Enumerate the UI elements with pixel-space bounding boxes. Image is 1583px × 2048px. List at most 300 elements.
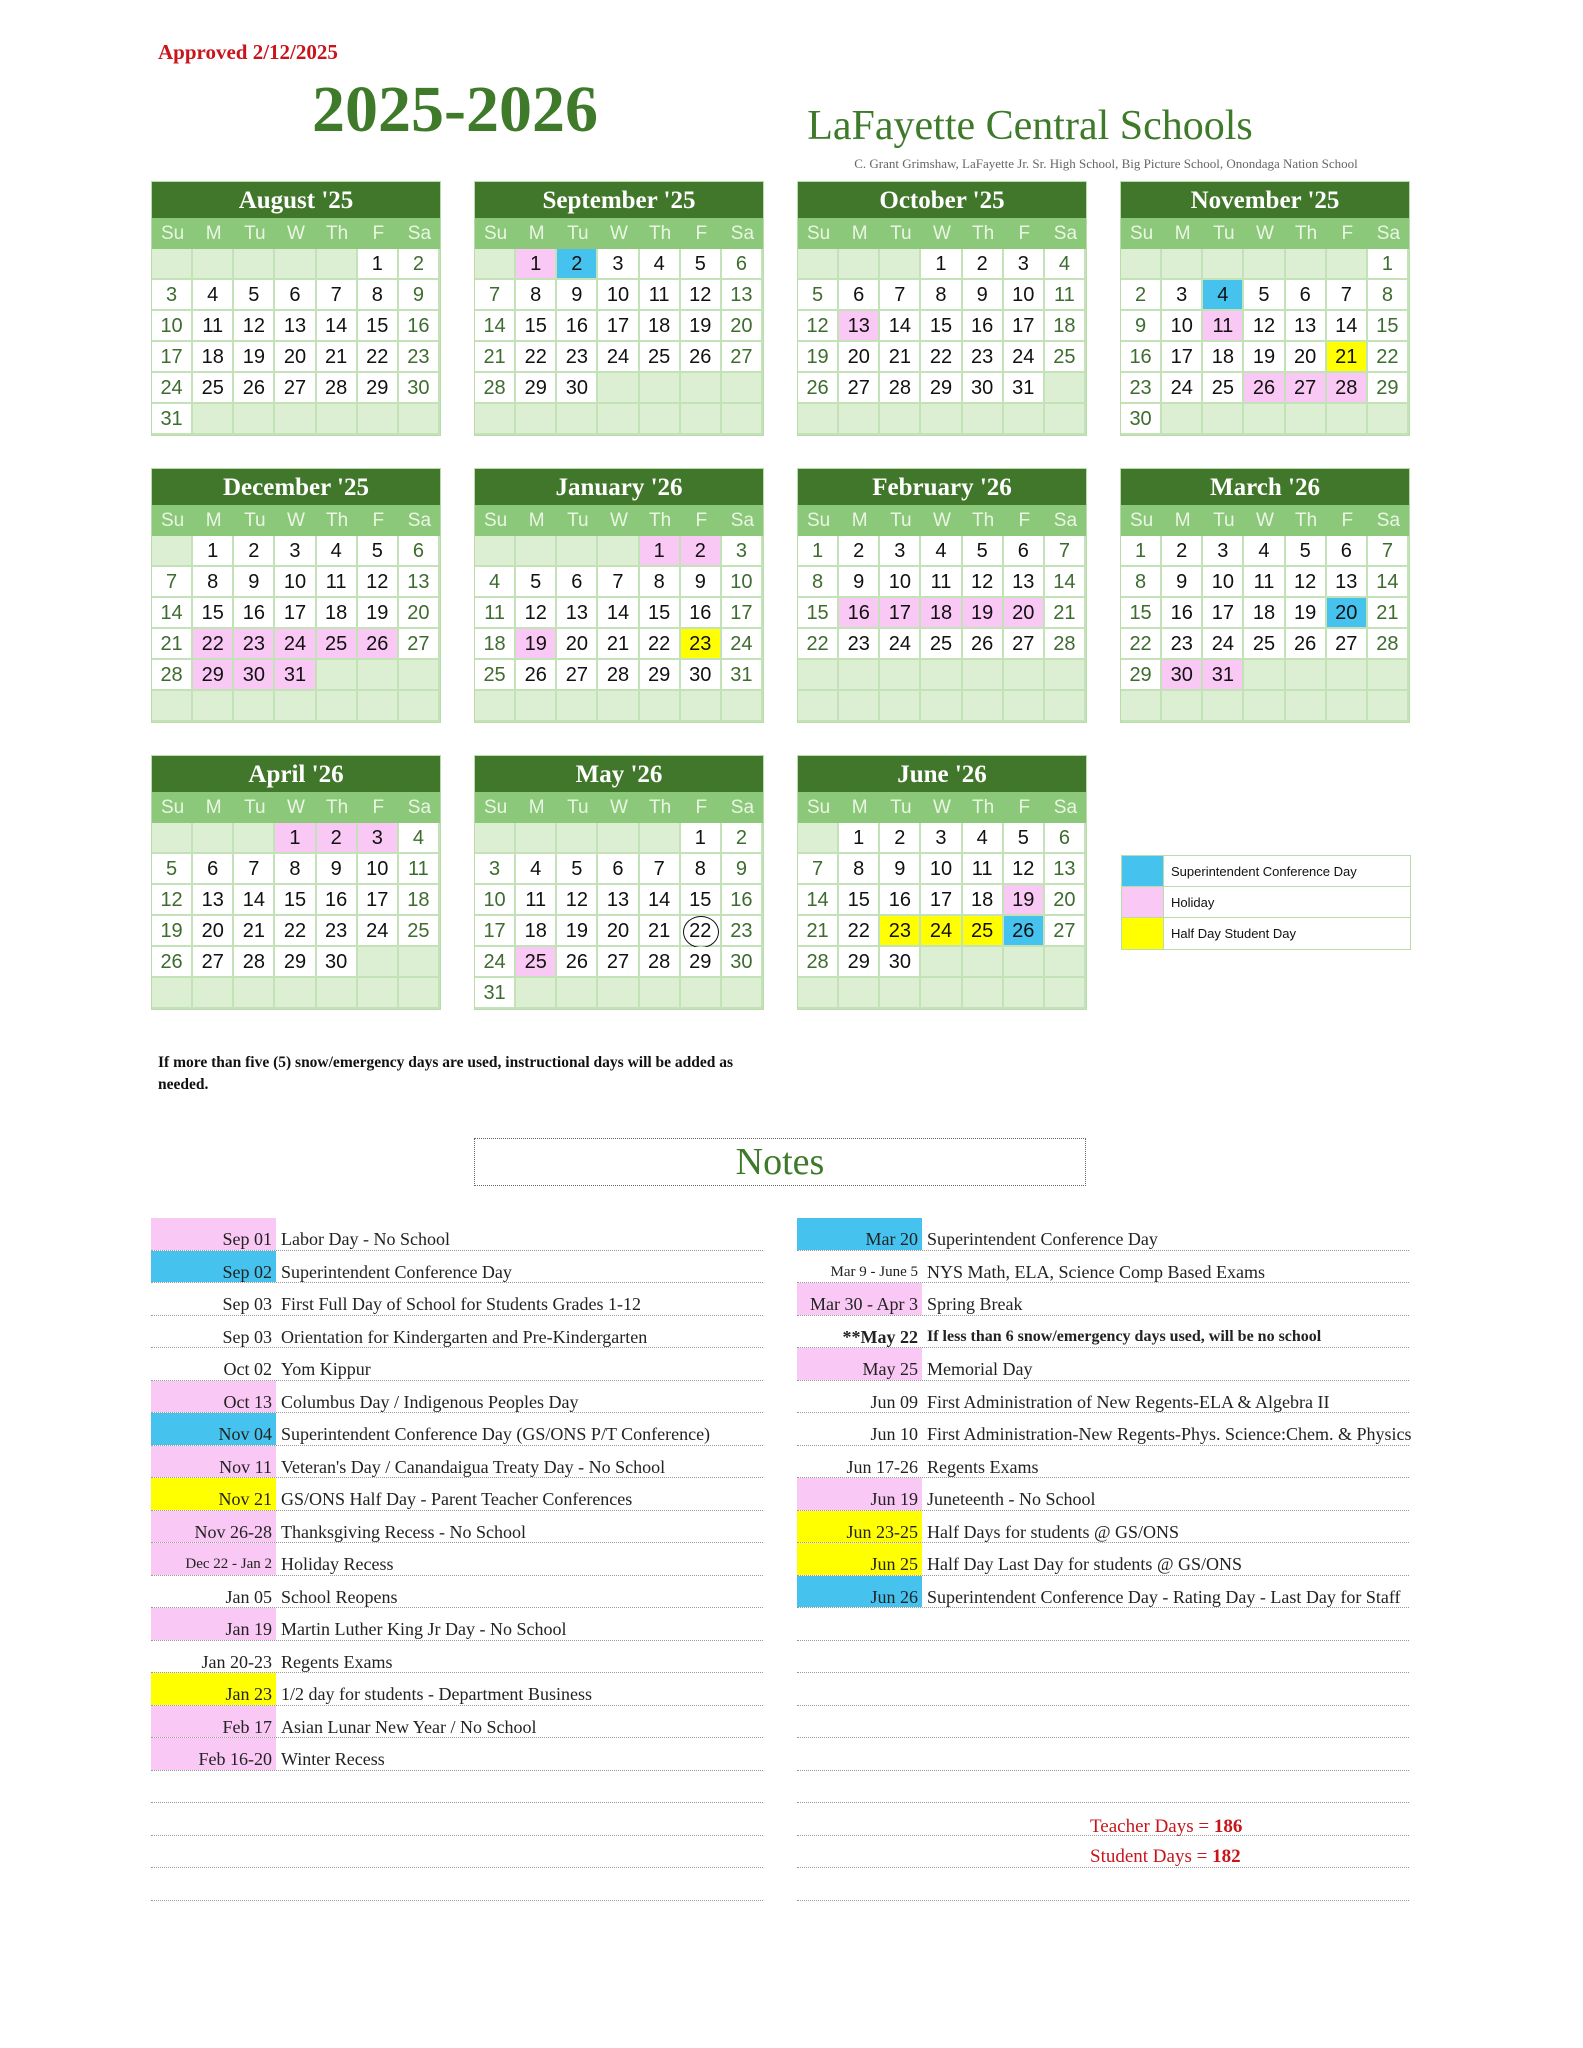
calendar-day: 12 bbox=[557, 885, 598, 916]
calendar-day: 23 bbox=[681, 629, 722, 660]
calendar-day: 9 bbox=[317, 854, 358, 885]
calendar-day: 5 bbox=[1244, 280, 1285, 311]
calendar-day: 18 bbox=[1203, 342, 1244, 373]
calendar-day: 24 bbox=[358, 916, 399, 947]
calendar-day: 19 bbox=[152, 916, 193, 947]
weekday-header bbox=[798, 792, 1086, 823]
weekday-label: Sa bbox=[1376, 223, 1401, 244]
weekday-label: Tu bbox=[244, 797, 266, 818]
month-title: January '26 bbox=[475, 469, 763, 505]
weekday-label: Th bbox=[326, 223, 349, 244]
empty-day-cell bbox=[317, 249, 358, 280]
day-grid bbox=[475, 536, 763, 722]
calendar-day: 11 bbox=[640, 280, 681, 311]
note-description: 1/2 day for students - Department Business bbox=[281, 1684, 592, 1704]
empty-day-cell bbox=[475, 691, 516, 722]
calendar-day: 21 bbox=[152, 629, 193, 660]
weekday-label: W bbox=[1256, 223, 1274, 244]
calendar-day: 25 bbox=[921, 629, 962, 660]
month-title: August '25 bbox=[152, 182, 440, 218]
calendar-day: 26 bbox=[963, 629, 1004, 660]
empty-day-cell bbox=[193, 404, 234, 435]
calendar-day: 17 bbox=[1004, 311, 1045, 342]
note-description: First Administration of New Regents-ELA & Algebra II bbox=[927, 1391, 1330, 1412]
weekday-label: Tu bbox=[890, 223, 912, 244]
empty-day-cell bbox=[516, 404, 557, 435]
empty-day-cell bbox=[1045, 978, 1086, 1009]
calendar-day: 22 bbox=[921, 342, 962, 373]
empty-day-cell bbox=[1045, 947, 1086, 978]
note-row bbox=[797, 1478, 1409, 1511]
calendar-day: 12 bbox=[798, 311, 839, 342]
empty-day-cell bbox=[880, 691, 921, 722]
calendar-day: 1 bbox=[798, 536, 839, 567]
teacher-days-label: Teacher Days = bbox=[1090, 1816, 1214, 1837]
calendar-day: 21 bbox=[640, 916, 681, 947]
calendar-day: 11 bbox=[317, 567, 358, 598]
note-date: Jan 05 bbox=[225, 1586, 272, 1607]
weekday-label: Su bbox=[160, 797, 185, 818]
calendar-day: 6 bbox=[1327, 536, 1368, 567]
calendar-day: 30 bbox=[1121, 404, 1162, 435]
calendar-day: 11 bbox=[1244, 567, 1285, 598]
empty-note-row bbox=[797, 1608, 1409, 1641]
calendar-day: 29 bbox=[275, 947, 316, 978]
day-grid bbox=[798, 536, 1086, 722]
note-row bbox=[151, 1608, 763, 1641]
note-date: Mar 20 bbox=[797, 1218, 922, 1250]
day-grid bbox=[152, 536, 440, 722]
note-description: Superintendent Conference Day bbox=[927, 1229, 1158, 1249]
calendar-day: 15 bbox=[798, 598, 839, 629]
calendar-day: 24 bbox=[1004, 342, 1045, 373]
calendar-day: 21 bbox=[798, 916, 839, 947]
empty-day-cell bbox=[557, 536, 598, 567]
calendar-day: 5 bbox=[234, 280, 275, 311]
weekday-label: W bbox=[933, 223, 951, 244]
empty-day-cell bbox=[681, 373, 722, 404]
empty-day-cell bbox=[1286, 660, 1327, 691]
calendar-day: 6 bbox=[1045, 823, 1086, 854]
calendar-day: 27 bbox=[275, 373, 316, 404]
weekday-label: Sa bbox=[1376, 510, 1401, 531]
weekday-label: Su bbox=[1129, 510, 1154, 531]
calendar-day: 24 bbox=[1203, 629, 1244, 660]
empty-day-cell bbox=[475, 536, 516, 567]
note-date: Jun 26 bbox=[797, 1576, 922, 1608]
empty-day-cell bbox=[598, 978, 639, 1009]
empty-note-row bbox=[151, 1868, 763, 1901]
calendar-day: 4 bbox=[399, 823, 440, 854]
calendar-day: 11 bbox=[921, 567, 962, 598]
empty-day-cell bbox=[1162, 691, 1203, 722]
calendar-day: 21 bbox=[598, 629, 639, 660]
calendar-day: 4 bbox=[640, 249, 681, 280]
calendar-day: 30 bbox=[681, 660, 722, 691]
weekday-label: Sa bbox=[407, 510, 432, 531]
calendar-day: 29 bbox=[1121, 660, 1162, 691]
note-row bbox=[151, 1673, 763, 1706]
calendar-day: 14 bbox=[1327, 311, 1368, 342]
weekday-label: Tu bbox=[567, 797, 589, 818]
calendar-day: 19 bbox=[557, 916, 598, 947]
calendar-day: 2 bbox=[681, 536, 722, 567]
empty-day-cell bbox=[722, 373, 763, 404]
calendar-day: 13 bbox=[193, 885, 234, 916]
calendar-day: 14 bbox=[234, 885, 275, 916]
weekday-label: Tu bbox=[890, 797, 912, 818]
empty-day-cell bbox=[152, 978, 193, 1009]
calendar-day: 13 bbox=[399, 567, 440, 598]
weekday-label: W bbox=[933, 510, 951, 531]
calendar-day: 24 bbox=[275, 629, 316, 660]
weekday-label: Su bbox=[483, 223, 508, 244]
school-list-subtitle: C. Grant Grimshaw, LaFayette Jr. Sr. High School, Big Picture School, Onondaga Nation School bbox=[854, 156, 1358, 171]
weekday-label: Sa bbox=[730, 223, 755, 244]
calendar-day: 14 bbox=[1368, 567, 1409, 598]
empty-day-cell bbox=[1045, 691, 1086, 722]
empty-day-cell bbox=[880, 249, 921, 280]
note-description: Labor Day - No School bbox=[281, 1229, 450, 1249]
calendar-day: 26 bbox=[1244, 373, 1285, 404]
calendar-day: 20 bbox=[1045, 885, 1086, 916]
weekday-header bbox=[475, 792, 763, 823]
empty-day-cell bbox=[839, 660, 880, 691]
calendar-day: 19 bbox=[1286, 598, 1327, 629]
empty-day-cell bbox=[234, 404, 275, 435]
calendar-day: 8 bbox=[275, 854, 316, 885]
weekday-header bbox=[798, 505, 1086, 536]
holiday-color-swatch bbox=[1122, 887, 1163, 917]
calendar-day: 6 bbox=[557, 567, 598, 598]
weekday-label: W bbox=[287, 510, 305, 531]
weekday-label: Th bbox=[972, 223, 995, 244]
calendar-day: 1 bbox=[516, 249, 557, 280]
empty-day-cell bbox=[234, 823, 275, 854]
empty-day-cell bbox=[317, 691, 358, 722]
empty-day-cell bbox=[193, 823, 234, 854]
empty-day-cell bbox=[1203, 404, 1244, 435]
empty-day-cell bbox=[839, 978, 880, 1009]
calendar-day: 11 bbox=[475, 598, 516, 629]
empty-day-cell bbox=[1368, 404, 1409, 435]
calendar-day: 23 bbox=[963, 342, 1004, 373]
calendar-day: 7 bbox=[475, 280, 516, 311]
calendar-day: 8 bbox=[839, 854, 880, 885]
calendar-day: 24 bbox=[722, 629, 763, 660]
empty-day-cell bbox=[1121, 691, 1162, 722]
calendar-day: 20 bbox=[1004, 598, 1045, 629]
snow-day-footnote: If more than five (5) snow/emergency days are used, instructional days will be added as needed. bbox=[158, 1054, 734, 1093]
empty-day-cell bbox=[399, 978, 440, 1009]
empty-day-cell bbox=[640, 691, 681, 722]
calendar-day: 17 bbox=[1203, 598, 1244, 629]
calendar-day: 26 bbox=[1004, 916, 1045, 947]
empty-day-cell bbox=[317, 978, 358, 1009]
empty-day-cell bbox=[839, 249, 880, 280]
calendar-day: 19 bbox=[234, 342, 275, 373]
calendar-day: 9 bbox=[234, 567, 275, 598]
calendar-day: 16 bbox=[234, 598, 275, 629]
calendar-day: 17 bbox=[1162, 342, 1203, 373]
weekday-label: Th bbox=[972, 510, 995, 531]
empty-day-cell bbox=[921, 691, 962, 722]
notes-title: Notes bbox=[735, 1141, 825, 1183]
calendar-day: 23 bbox=[234, 629, 275, 660]
calendar-day: 30 bbox=[317, 947, 358, 978]
calendar-day: 16 bbox=[399, 311, 440, 342]
teacher-days-total bbox=[1090, 1816, 1330, 1838]
calendar-day: 23 bbox=[399, 342, 440, 373]
calendar-day: 11 bbox=[1045, 280, 1086, 311]
calendar-day: 9 bbox=[880, 854, 921, 885]
day-grid bbox=[1121, 536, 1409, 722]
calendar-day: 18 bbox=[193, 342, 234, 373]
weekday-header bbox=[152, 792, 440, 823]
calendar-day: 21 bbox=[1368, 598, 1409, 629]
empty-day-cell bbox=[1327, 660, 1368, 691]
note-date: Jun 25 bbox=[797, 1543, 922, 1575]
calendar-day: 27 bbox=[1286, 373, 1327, 404]
empty-day-cell bbox=[275, 691, 316, 722]
calendar-day: 20 bbox=[275, 342, 316, 373]
calendar-day: 8 bbox=[516, 280, 557, 311]
weekday-header bbox=[152, 218, 440, 249]
weekday-label: Tu bbox=[244, 510, 266, 531]
calendar-day: 7 bbox=[798, 854, 839, 885]
empty-day-cell bbox=[358, 947, 399, 978]
weekday-label: F bbox=[1018, 510, 1031, 531]
weekday-label: M bbox=[528, 797, 545, 818]
empty-day-cell bbox=[317, 660, 358, 691]
calendar-day: 25 bbox=[1045, 342, 1086, 373]
weekday-header bbox=[1121, 505, 1409, 536]
calendar-day: 17 bbox=[722, 598, 763, 629]
calendar-day: 8 bbox=[193, 567, 234, 598]
empty-day-cell bbox=[640, 373, 681, 404]
calendar-day: 18 bbox=[475, 629, 516, 660]
note-date: Jun 19 bbox=[797, 1478, 922, 1510]
calendar-day: 15 bbox=[1368, 311, 1409, 342]
calendar-day: 6 bbox=[598, 854, 639, 885]
calendar-day: 23 bbox=[722, 916, 763, 947]
empty-day-cell bbox=[557, 691, 598, 722]
note-description: If less than 6 snow/emergency days used, will be no school bbox=[927, 1327, 1322, 1345]
weekday-label: Su bbox=[806, 223, 831, 244]
weekday-label: M bbox=[205, 510, 222, 531]
empty-note-row bbox=[151, 1803, 763, 1836]
calendar-day: 22 bbox=[798, 629, 839, 660]
calendar-day: 16 bbox=[1162, 598, 1203, 629]
note-row bbox=[151, 1218, 763, 1251]
calendar-day: 24 bbox=[1162, 373, 1203, 404]
month-title: May '26 bbox=[475, 756, 763, 792]
calendar-day: 14 bbox=[640, 885, 681, 916]
calendar-day: 14 bbox=[798, 885, 839, 916]
weekday-label: F bbox=[372, 797, 385, 818]
calendar-day: 3 bbox=[722, 536, 763, 567]
weekday-label: Tu bbox=[567, 223, 589, 244]
empty-note-row bbox=[797, 1771, 1409, 1804]
calendar-day: 24 bbox=[598, 342, 639, 373]
weekday-label: Th bbox=[649, 797, 672, 818]
empty-day-cell bbox=[1004, 947, 1045, 978]
calendar-day: 1 bbox=[1121, 536, 1162, 567]
note-description: Memorial Day bbox=[927, 1359, 1033, 1379]
calendar-day: 20 bbox=[399, 598, 440, 629]
note-date: Jan 20-23 bbox=[201, 1651, 272, 1672]
calendar-day: 1 bbox=[358, 249, 399, 280]
weekday-label: W bbox=[610, 797, 628, 818]
empty-day-cell bbox=[1203, 249, 1244, 280]
calendar-day: 1 bbox=[1368, 249, 1409, 280]
calendar-day: 3 bbox=[880, 536, 921, 567]
calendar-day: 16 bbox=[1121, 342, 1162, 373]
calendar-day: 21 bbox=[1045, 598, 1086, 629]
note-row bbox=[151, 1641, 763, 1674]
calendar-day: 11 bbox=[1203, 311, 1244, 342]
calendar-day: 16 bbox=[317, 885, 358, 916]
weekday-label: Th bbox=[649, 510, 672, 531]
calendar-day: 2 bbox=[234, 536, 275, 567]
weekday-label: M bbox=[528, 223, 545, 244]
calendar-day: 8 bbox=[1121, 567, 1162, 598]
month-calendar bbox=[1120, 468, 1410, 723]
calendar-day: 14 bbox=[152, 598, 193, 629]
calendar-day: 25 bbox=[1203, 373, 1244, 404]
calendar-day: 19 bbox=[798, 342, 839, 373]
empty-day-cell bbox=[516, 978, 557, 1009]
empty-day-cell bbox=[1004, 660, 1045, 691]
calendar-day: 18 bbox=[1045, 311, 1086, 342]
calendar-day: 14 bbox=[1045, 567, 1086, 598]
calendar-day: 3 bbox=[1162, 280, 1203, 311]
calendar-day: 7 bbox=[1368, 536, 1409, 567]
day-grid bbox=[1121, 249, 1409, 435]
empty-day-cell bbox=[1327, 691, 1368, 722]
calendar-day: 26 bbox=[516, 660, 557, 691]
empty-note-row bbox=[797, 1868, 1409, 1901]
calendar-day: 8 bbox=[640, 567, 681, 598]
note-row bbox=[797, 1251, 1409, 1284]
calendar-day: 15 bbox=[640, 598, 681, 629]
calendar-day: 7 bbox=[152, 567, 193, 598]
month-calendar bbox=[1120, 181, 1410, 436]
calendar-day: 29 bbox=[516, 373, 557, 404]
weekday-label: F bbox=[372, 510, 385, 531]
teacher-days-value: 186 bbox=[1213, 1816, 1243, 1837]
calendar-day: 22 bbox=[516, 342, 557, 373]
calendar-day: 8 bbox=[358, 280, 399, 311]
weekday-label: Sa bbox=[1053, 223, 1078, 244]
calendar-day: 9 bbox=[399, 280, 440, 311]
calendar-day: 11 bbox=[399, 854, 440, 885]
calendar-day: 29 bbox=[839, 947, 880, 978]
empty-day-cell bbox=[234, 978, 275, 1009]
calendar-day: 4 bbox=[921, 536, 962, 567]
note-date: Sep 02 bbox=[151, 1251, 276, 1283]
empty-day-cell bbox=[839, 691, 880, 722]
calendar-day: 3 bbox=[275, 536, 316, 567]
school-year-title: 2025-2026 bbox=[312, 73, 598, 146]
calendar-day: 21 bbox=[234, 916, 275, 947]
weekday-label: M bbox=[851, 797, 868, 818]
calendar-day: 26 bbox=[358, 629, 399, 660]
calendar-day: 31 bbox=[1004, 373, 1045, 404]
month-calendar bbox=[151, 755, 441, 1010]
note-row bbox=[797, 1543, 1409, 1576]
weekday-header bbox=[152, 505, 440, 536]
note-date: Feb 17 bbox=[151, 1706, 276, 1738]
calendar-day: 31 bbox=[152, 404, 193, 435]
calendar-day: 24 bbox=[880, 629, 921, 660]
empty-day-cell bbox=[399, 660, 440, 691]
calendar-day: 22 bbox=[1121, 629, 1162, 660]
calendar-day: 26 bbox=[681, 342, 722, 373]
note-row bbox=[797, 1283, 1409, 1316]
weekday-label: M bbox=[1174, 510, 1191, 531]
weekday-label: W bbox=[610, 223, 628, 244]
calendar-day: 6 bbox=[839, 280, 880, 311]
calendar-day: 12 bbox=[152, 885, 193, 916]
calendar-day: 4 bbox=[317, 536, 358, 567]
empty-day-cell bbox=[1045, 660, 1086, 691]
empty-day-cell bbox=[598, 373, 639, 404]
empty-day-cell bbox=[880, 978, 921, 1009]
note-description: School Reopens bbox=[281, 1586, 398, 1607]
empty-day-cell bbox=[963, 404, 1004, 435]
legend-label: Holiday bbox=[1163, 887, 1214, 917]
empty-day-cell bbox=[722, 404, 763, 435]
calendar-day: 29 bbox=[358, 373, 399, 404]
weekday-label: M bbox=[1174, 223, 1191, 244]
school-district-name: LaFayette Central Schools bbox=[807, 103, 1253, 149]
note-description: Regents Exams bbox=[927, 1456, 1039, 1477]
calendar-day: 9 bbox=[839, 567, 880, 598]
note-row bbox=[151, 1413, 763, 1446]
calendar-day: 17 bbox=[880, 598, 921, 629]
calendar-day: 3 bbox=[921, 823, 962, 854]
approval-date: Approved 2/12/2025 bbox=[158, 40, 338, 64]
calendar-day: 13 bbox=[557, 598, 598, 629]
empty-day-cell bbox=[275, 249, 316, 280]
calendar-day: 10 bbox=[275, 567, 316, 598]
calendar-day: 5 bbox=[516, 567, 557, 598]
calendar-day: 2 bbox=[722, 823, 763, 854]
calendar-day: 12 bbox=[963, 567, 1004, 598]
empty-day-cell bbox=[557, 823, 598, 854]
weekday-label: Su bbox=[806, 797, 831, 818]
month-calendar bbox=[474, 181, 764, 436]
note-description: Half Days for students @ GS/ONS bbox=[927, 1521, 1180, 1542]
empty-day-cell bbox=[557, 978, 598, 1009]
calendar-day: 2 bbox=[1121, 280, 1162, 311]
note-description: Superintendent Conference Day (GS/ONS P/T Conference) bbox=[281, 1424, 711, 1444]
calendar-day: 23 bbox=[1162, 629, 1203, 660]
calendar-day: 28 bbox=[640, 947, 681, 978]
empty-day-cell bbox=[399, 947, 440, 978]
empty-day-cell bbox=[152, 249, 193, 280]
calendar-day: 1 bbox=[275, 823, 316, 854]
calendar-day: 25 bbox=[963, 916, 1004, 947]
weekday-label: W bbox=[1256, 510, 1274, 531]
empty-day-cell bbox=[358, 978, 399, 1009]
weekday-label: M bbox=[851, 223, 868, 244]
calendar-day: 17 bbox=[475, 916, 516, 947]
calendar-day: 11 bbox=[516, 885, 557, 916]
note-description: Asian Lunar New Year / No School bbox=[281, 1716, 537, 1737]
weekday-label: Sa bbox=[1053, 510, 1078, 531]
